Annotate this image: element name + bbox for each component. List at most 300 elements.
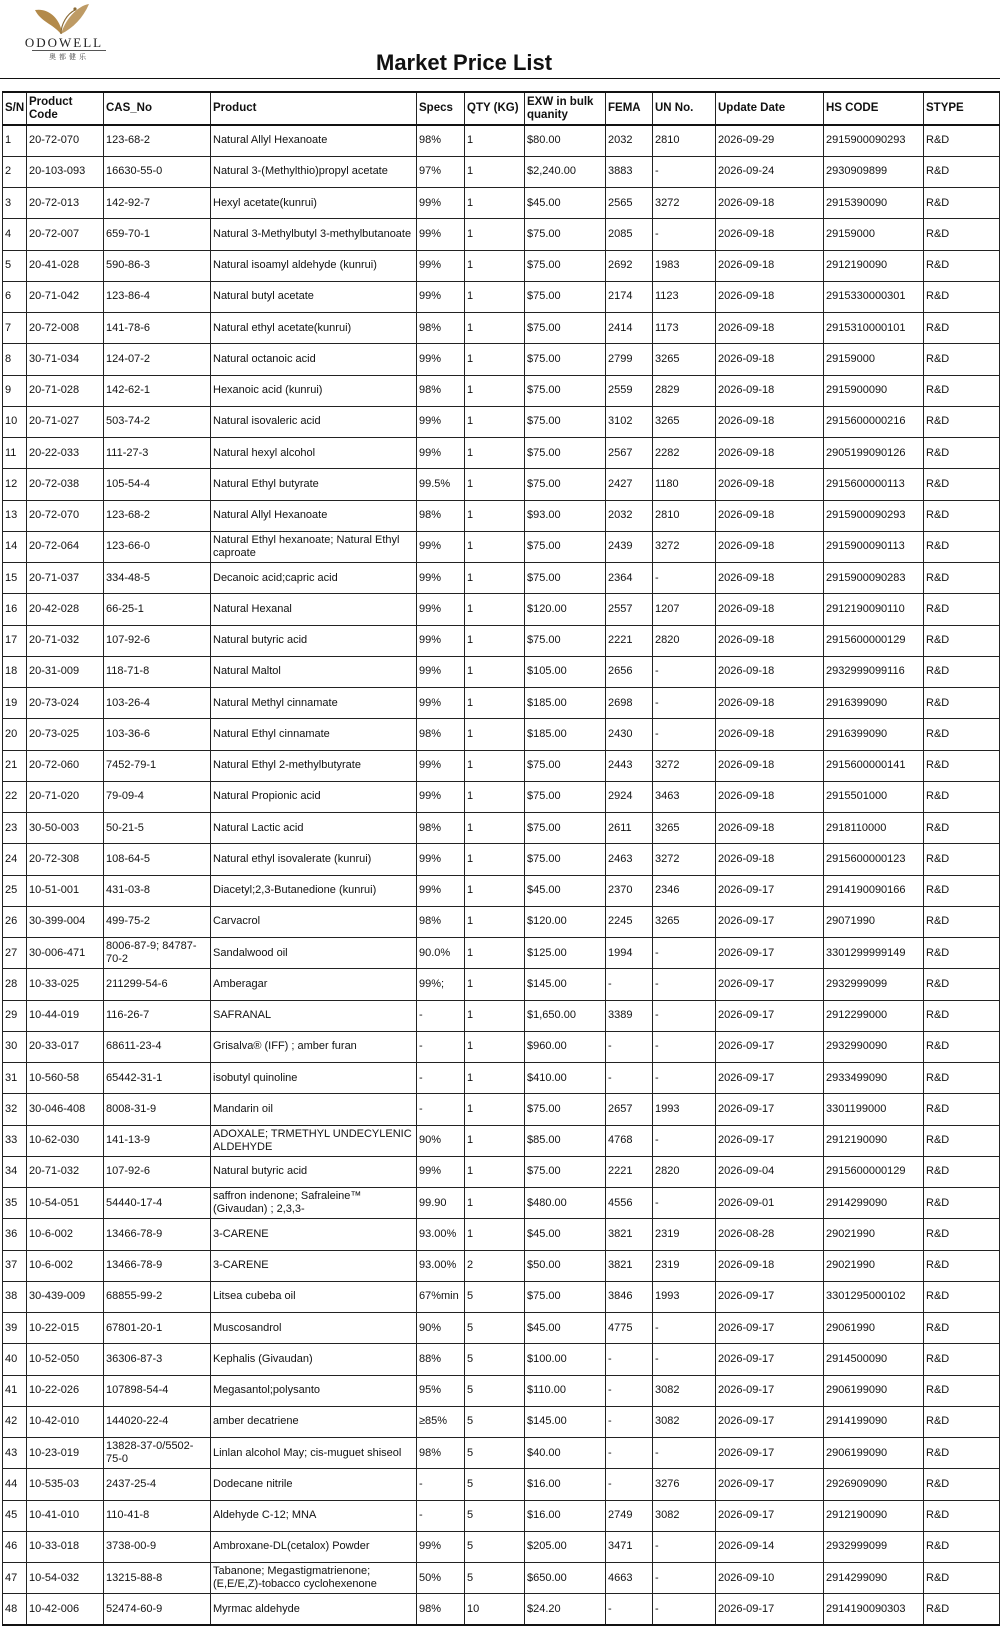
cell-stype: R&D [924,1031,1000,1062]
cell-specs: - [417,1063,465,1094]
cell-qty: 10 [465,1594,525,1625]
cell-product-code: 10-41-010 [27,1500,104,1531]
cell-product: saffron indenone; Safraleine™ (Givaudan) ; 2,3,3- [211,1188,417,1219]
cell-un-no: 1207 [653,594,716,625]
cell-hs-code: 2915600000113 [824,469,924,500]
cell-cas-no: 124-07-2 [104,344,211,375]
cell-exw-price: $75.00 [525,531,606,562]
cell-un-no: 2810 [653,500,716,531]
cell-specs: 99% [417,250,465,281]
cell-update-date: 2026-09-17 [716,938,824,969]
cell-specs: - [417,1000,465,1031]
cell-exw-price: $205.00 [525,1531,606,1562]
cell-exw-price: $75.00 [525,781,606,812]
cell-un-no: 2820 [653,625,716,656]
cell-qty: 1 [465,875,525,906]
cell-hs-code: 2915600000123 [824,844,924,875]
cell-product-code: 10-54-051 [27,1188,104,1219]
cell-specs: 90% [417,1313,465,1344]
table-row [3,1063,1000,1094]
cell-stype: R&D [924,875,1000,906]
cell-un-no: 3272 [653,188,716,219]
cell-cas-no: 141-13-9 [104,1125,211,1156]
cell-sn: 25 [3,875,27,906]
cell-stype: R&D [924,188,1000,219]
col-header: HS CODE [824,92,924,125]
cell-sn: 15 [3,563,27,594]
cell-stype: R&D [924,469,1000,500]
cell-stype: R&D [924,969,1000,1000]
cell-hs-code: 2906199090 [824,1375,924,1406]
cell-specs: 90% [417,1125,465,1156]
cell-qty: 1 [465,219,525,250]
cell-fema: 3846 [606,1281,653,1312]
cell-product-code: 10-42-010 [27,1406,104,1437]
cell-cas-no: 144020-22-4 [104,1406,211,1437]
cell-update-date: 2026-09-17 [716,1063,824,1094]
cell-hs-code: 29021990 [824,1219,924,1250]
cell-exw-price: $75.00 [525,1094,606,1125]
cell-exw-price: $110.00 [525,1375,606,1406]
cell-product: Natural isoamyl aldehyde (kunrui) [211,250,417,281]
cell-qty: 1 [465,344,525,375]
cell-cas-no: 123-68-2 [104,125,211,156]
cell-specs: 50% [417,1563,465,1594]
cell-fema: 2439 [606,531,653,562]
col-header: S/N [3,92,27,125]
cell-exw-price: $45.00 [525,1219,606,1250]
cell-product: Carvacrol [211,906,417,937]
cell-qty: 1 [465,375,525,406]
table-row [3,1531,1000,1562]
cell-stype: R&D [924,1250,1000,1281]
table-row [3,1156,1000,1187]
cell-un-no: - [653,1031,716,1062]
cell-exw-price: $125.00 [525,938,606,969]
cell-product-code: 20-33-017 [27,1031,104,1062]
cell-cas-no: 211299-54-6 [104,969,211,1000]
col-header: Update Date [716,92,824,125]
cell-fema: 3821 [606,1250,653,1281]
cell-product-code: 10-51-001 [27,875,104,906]
cell-exw-price: $480.00 [525,1188,606,1219]
cell-specs: 98% [417,813,465,844]
cell-un-no: 1180 [653,469,716,500]
cell-un-no: 3272 [653,844,716,875]
cell-cas-no: 123-68-2 [104,500,211,531]
cell-fema: - [606,1438,653,1469]
cell-un-no: - [653,1344,716,1375]
cell-un-no: - [653,219,716,250]
cell-qty: 1 [465,969,525,1000]
cell-qty: 1 [465,1125,525,1156]
cell-product-code: 20-41-028 [27,250,104,281]
cell-stype: R&D [924,1469,1000,1500]
cell-sn: 7 [3,313,27,344]
cell-update-date: 2026-09-17 [716,1094,824,1125]
cell-qty: 1 [465,250,525,281]
cell-sn: 16 [3,594,27,625]
cell-stype: R&D [924,438,1000,469]
cell-product-code: 20-71-032 [27,1156,104,1187]
cell-un-no: - [653,1563,716,1594]
cell-stype: R&D [924,594,1000,625]
cell-qty: 5 [465,1531,525,1562]
cell-sn: 1 [3,125,27,156]
table-row [3,1094,1000,1125]
cell-hs-code: 2932990090 [824,1031,924,1062]
col-header: EXW in bulk quanity [525,92,606,125]
cell-product: Natural Allyl Hexanoate [211,125,417,156]
cell-cas-no: 123-66-0 [104,531,211,562]
cell-specs: 99% [417,594,465,625]
cell-specs: 88% [417,1344,465,1375]
cell-hs-code: 2915501000 [824,781,924,812]
cell-update-date: 2026-09-29 [716,125,824,156]
cell-exw-price: $410.00 [525,1063,606,1094]
cell-exw-price: $75.00 [525,438,606,469]
cell-cas-no: 13466-78-9 [104,1219,211,1250]
cell-cas-no: 103-36-6 [104,719,211,750]
cell-product: Linlan alcohol May; cis-muguet shiseol [211,1438,417,1469]
cell-stype: R&D [924,1563,1000,1594]
cell-sn: 28 [3,969,27,1000]
cell-cas-no: 8006-87-9; 84787-70-2 [104,938,211,969]
cell-product: Natural Hexanal [211,594,417,625]
cell-update-date: 2026-09-18 [716,781,824,812]
cell-qty: 1 [465,719,525,750]
cell-cas-no: 66-25-1 [104,594,211,625]
cell-stype: R&D [924,719,1000,750]
cell-exw-price: $105.00 [525,656,606,687]
table-row [3,1594,1000,1625]
cell-product: Natural Ethyl butyrate [211,469,417,500]
cell-specs: - [417,1094,465,1125]
cell-sn: 29 [3,1000,27,1031]
cell-product-code: 30-71-034 [27,344,104,375]
cell-sn: 12 [3,469,27,500]
cell-exw-price: $75.00 [525,250,606,281]
cell-qty: 1 [465,313,525,344]
cell-un-no: 1993 [653,1281,716,1312]
cell-update-date: 2026-09-17 [716,875,824,906]
cell-exw-price: $75.00 [525,406,606,437]
cell-specs: 67%min [417,1281,465,1312]
cell-specs: 98% [417,500,465,531]
cell-exw-price: $75.00 [525,375,606,406]
cell-product: Natural 3-Methylbutyl 3-methylbutanoate [211,219,417,250]
cell-un-no: 2810 [653,125,716,156]
table-row [3,406,1000,437]
cell-qty: 5 [465,1563,525,1594]
cell-hs-code: 2912190090 [824,1500,924,1531]
cell-specs: 99% [417,188,465,219]
cell-specs: 97% [417,156,465,187]
cell-qty: 1 [465,594,525,625]
cell-specs: 98% [417,1438,465,1469]
cell-stype: R&D [924,906,1000,937]
cell-specs: 99% [417,563,465,594]
cell-cas-no: 54440-17-4 [104,1188,211,1219]
cell-stype: R&D [924,844,1000,875]
cell-specs: 98% [417,906,465,937]
cell-un-no: 2820 [653,1156,716,1187]
cell-product-code: 20-72-070 [27,500,104,531]
cell-update-date: 2026-08-28 [716,1219,824,1250]
cell-update-date: 2026-09-18 [716,563,824,594]
cell-qty: 1 [465,844,525,875]
cell-update-date: 2026-09-18 [716,406,824,437]
cell-product: 3-CARENE [211,1219,417,1250]
cell-exw-price: $75.00 [525,750,606,781]
table-row [3,563,1000,594]
cell-hs-code: 29159000 [824,219,924,250]
cell-exw-price: $145.00 [525,969,606,1000]
cell-cas-no: 107-92-6 [104,625,211,656]
cell-exw-price: $75.00 [525,281,606,312]
cell-sn: 48 [3,1594,27,1625]
cell-stype: R&D [924,531,1000,562]
cell-fema: 2032 [606,500,653,531]
cell-sn: 17 [3,625,27,656]
cell-product-code: 20-71-037 [27,563,104,594]
cell-product: Natural Ethyl cinnamate [211,719,417,750]
cell-product: Natural butyl acetate [211,281,417,312]
cell-product-code: 20-72-064 [27,531,104,562]
col-header: UN No. [653,92,716,125]
cell-sn: 9 [3,375,27,406]
cell-hs-code: 2914299090 [824,1563,924,1594]
cell-qty: 1 [465,1188,525,1219]
cell-cas-no: 590-86-3 [104,250,211,281]
cell-qty: 1 [465,563,525,594]
cell-qty: 1 [465,906,525,937]
cell-product: Hexanoic acid (kunrui) [211,375,417,406]
cell-fema: - [606,1344,653,1375]
cell-product: amber decatriene [211,1406,417,1437]
cell-cas-no: 68611-23-4 [104,1031,211,1062]
cell-fema: 2656 [606,656,653,687]
cell-sn: 18 [3,656,27,687]
cell-fema: 2567 [606,438,653,469]
cell-fema: 2032 [606,125,653,156]
cell-hs-code: 2915900090293 [824,500,924,531]
cell-cas-no: 141-78-6 [104,313,211,344]
cell-qty: 1 [465,500,525,531]
table-row [3,1281,1000,1312]
cell-stype: R&D [924,125,1000,156]
cell-un-no: 2319 [653,1219,716,1250]
cell-product-code: 20-71-042 [27,281,104,312]
cell-specs: 99% [417,781,465,812]
cell-update-date: 2026-09-18 [716,188,824,219]
cell-sn: 4 [3,219,27,250]
table-row [3,313,1000,344]
cell-exw-price: $75.00 [525,344,606,375]
cell-cas-no: 50-21-5 [104,813,211,844]
cell-exw-price: $75.00 [525,813,606,844]
cell-qty: 5 [465,1344,525,1375]
cell-specs: 99% [417,1156,465,1187]
cell-qty: 1 [465,1219,525,1250]
cell-cas-no: 13215-88-8 [104,1563,211,1594]
cell-hs-code: 29159000 [824,344,924,375]
table-row [3,594,1000,625]
cell-cas-no: 36306-87-3 [104,1344,211,1375]
cell-stype: R&D [924,1406,1000,1437]
cell-update-date: 2026-09-18 [716,531,824,562]
cell-qty: 1 [465,1156,525,1187]
cell-specs: 99% [417,406,465,437]
cell-cas-no: 107898-54-4 [104,1375,211,1406]
cell-un-no: - [653,688,716,719]
cell-sn: 3 [3,188,27,219]
cell-exw-price: $75.00 [525,313,606,344]
cell-hs-code: 3301199000 [824,1094,924,1125]
cell-hs-code: 2915330000301 [824,281,924,312]
cell-product-code: 20-71-020 [27,781,104,812]
cell-update-date: 2026-09-17 [716,1344,824,1375]
cell-stype: R&D [924,750,1000,781]
cell-sn: 13 [3,500,27,531]
cell-specs: 99.5% [417,469,465,500]
cell-exw-price: $75.00 [525,1281,606,1312]
cell-hs-code: 2915600000216 [824,406,924,437]
cell-fema: 1994 [606,938,653,969]
cell-update-date: 2026-09-18 [716,625,824,656]
cell-hs-code: 2930909899 [824,156,924,187]
cell-stype: R&D [924,688,1000,719]
cell-product-code: 20-72-008 [27,313,104,344]
cell-un-no: - [653,719,716,750]
cell-update-date: 2026-09-18 [716,500,824,531]
cell-fema: 3471 [606,1531,653,1562]
table-row [3,1313,1000,1344]
cell-product: Aldehyde C-12; MNA [211,1500,417,1531]
cell-stype: R&D [924,156,1000,187]
cell-hs-code: 2916399090 [824,719,924,750]
cell-stype: R&D [924,344,1000,375]
table-row [3,469,1000,500]
cell-hs-code: 29071990 [824,906,924,937]
col-header: Specs [417,92,465,125]
table-row [3,1500,1000,1531]
cell-fema: 3102 [606,406,653,437]
table-row [3,844,1000,875]
cell-stype: R&D [924,1125,1000,1156]
cell-stype: R&D [924,1063,1000,1094]
cell-qty: 1 [465,1063,525,1094]
table-row [3,906,1000,937]
cell-fema: 2364 [606,563,653,594]
cell-cas-no: 2437-25-4 [104,1469,211,1500]
cell-fema: - [606,1031,653,1062]
table-row [3,1438,1000,1469]
cell-exw-price: $93.00 [525,500,606,531]
cell-exw-price: $24.20 [525,1594,606,1625]
cell-stype: R&D [924,1594,1000,1625]
cell-sn: 8 [3,344,27,375]
cell-cas-no: 111-27-3 [104,438,211,469]
table-row [3,656,1000,687]
cell-sn: 14 [3,531,27,562]
table-row [3,719,1000,750]
cell-cas-no: 3738-00-9 [104,1531,211,1562]
cell-sn: 37 [3,1250,27,1281]
cell-stype: R&D [924,938,1000,969]
cell-cas-no: 13828-37-0/5502-75-0 [104,1438,211,1469]
cell-stype: R&D [924,656,1000,687]
cell-specs: 90.0% [417,938,465,969]
cell-cas-no: 116-26-7 [104,1000,211,1031]
cell-qty: 1 [465,688,525,719]
cell-hs-code: 2915900090 [824,375,924,406]
cell-hs-code: 2915900090113 [824,531,924,562]
cell-update-date: 2026-09-18 [716,438,824,469]
table-row [3,219,1000,250]
cell-update-date: 2026-09-18 [716,1250,824,1281]
cell-product: Natural hexyl alcohol [211,438,417,469]
cell-fema: 2463 [606,844,653,875]
cell-specs: 99% [417,656,465,687]
cell-sn: 35 [3,1188,27,1219]
cell-specs: 98% [417,125,465,156]
table-row [3,375,1000,406]
table-row [3,1375,1000,1406]
cell-hs-code: 2915900090283 [824,563,924,594]
cell-hs-code: 2918110000 [824,813,924,844]
table-row [3,1000,1000,1031]
cell-specs: 93.00% [417,1250,465,1281]
cell-product-code: 20-72-038 [27,469,104,500]
cell-un-no: - [653,1000,716,1031]
cell-qty: 5 [465,1500,525,1531]
cell-product-code: 20-71-028 [27,375,104,406]
cell-exw-price: $75.00 [525,469,606,500]
cell-sn: 47 [3,1563,27,1594]
cell-product-code: 10-22-015 [27,1313,104,1344]
col-header: FEMA [606,92,653,125]
cell-exw-price: $75.00 [525,1156,606,1187]
cell-exw-price: $16.00 [525,1500,606,1531]
cell-fema: 2692 [606,250,653,281]
cell-exw-price: $75.00 [525,844,606,875]
cell-cas-no: 68855-99-2 [104,1281,211,1312]
cell-sn: 11 [3,438,27,469]
cell-product-code: 10-42-006 [27,1594,104,1625]
cell-update-date: 2026-09-17 [716,1375,824,1406]
cell-qty: 1 [465,531,525,562]
table-row [3,281,1000,312]
cell-product-code: 10-33-025 [27,969,104,1000]
col-header: STYPE [924,92,1000,125]
table-row [3,156,1000,187]
cell-update-date: 2026-09-17 [716,1594,824,1625]
cell-fema: 2245 [606,906,653,937]
cell-un-no: - [653,1438,716,1469]
cell-update-date: 2026-09-18 [716,719,824,750]
cell-qty: 1 [465,750,525,781]
cell-hs-code: 2914199090 [824,1406,924,1437]
cell-hs-code: 2912190090 [824,250,924,281]
cell-specs: 99% [417,875,465,906]
cell-cas-no: 110-41-8 [104,1500,211,1531]
cell-sn: 32 [3,1094,27,1125]
cell-product: 3-CARENE [211,1250,417,1281]
cell-product-code: 10-44-019 [27,1000,104,1031]
cell-sn: 34 [3,1156,27,1187]
table-row [3,1031,1000,1062]
